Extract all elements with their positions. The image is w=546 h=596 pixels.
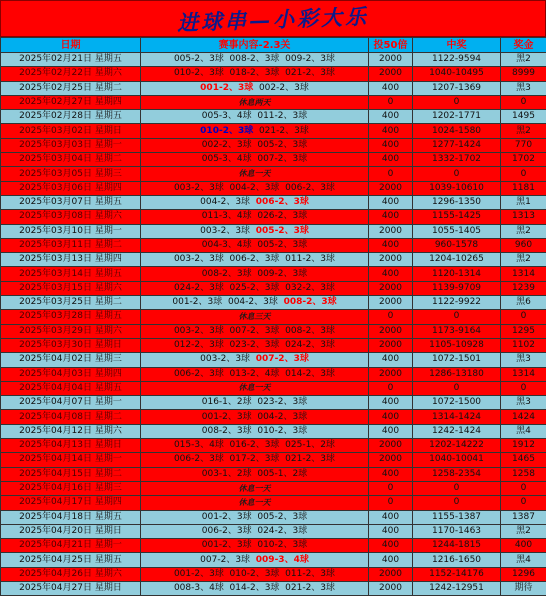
row-rest-note: 休息一天 — [239, 497, 271, 507]
row-match-segment: 016-1、2球 023-2、3球 — [202, 397, 307, 407]
banner-title — [0, 0, 546, 37]
row-date: 2025年03月28日 星期五 — [1, 310, 141, 324]
table-row — [1, 496, 546, 510]
row-date: 2025年03月14日 星期五 — [1, 267, 141, 281]
row-bet: 400 — [369, 81, 413, 95]
row-bonus: 1102 — [501, 338, 546, 352]
row-match-segment: 010-2、3球 018-2、3球 021-2、3球 — [174, 68, 335, 78]
row-bet: 2000 — [369, 324, 413, 338]
row-bonus: 1181 — [501, 181, 546, 195]
row-bonus: 黑2 — [501, 524, 546, 538]
row-bonus: 1314 — [501, 267, 546, 281]
row-bet: 400 — [369, 424, 413, 438]
row-match-segment: 008-2、3球 009-2、3球 — [202, 269, 307, 279]
row-prize: 1024-1580 — [413, 124, 501, 138]
row-match-segment: 008-2、3球 — [284, 297, 337, 307]
row-bet: 0 — [369, 381, 413, 395]
row-bet: 400 — [369, 138, 413, 152]
table-row — [1, 267, 546, 281]
row-prize: 1216-1650 — [413, 553, 501, 567]
row-prize: 1207-1369 — [413, 81, 501, 95]
row-prize: 1296-1350 — [413, 195, 501, 209]
table-row — [1, 53, 546, 67]
row-match — [141, 81, 369, 95]
row-match — [141, 281, 369, 295]
row-prize: 960-1578 — [413, 238, 501, 252]
row-match-segment: 010-2、3球 — [200, 126, 253, 136]
row-bet: 400 — [369, 210, 413, 224]
table-row — [1, 481, 546, 495]
table-row — [1, 181, 546, 195]
row-rest-note: 休息一天 — [239, 168, 271, 178]
row-date: 2025年04月07日 星期一 — [1, 396, 141, 410]
table-row — [1, 253, 546, 267]
row-date: 2025年03月07日 星期五 — [1, 195, 141, 209]
row-match — [141, 324, 369, 338]
row-date: 2025年02月27日 星期四 — [1, 95, 141, 109]
row-prize: 1258-2354 — [413, 467, 501, 481]
row-prize: 0 — [413, 167, 501, 181]
row-match — [141, 396, 369, 410]
table-row — [1, 310, 546, 324]
row-bet: 0 — [369, 481, 413, 495]
row-bet: 400 — [369, 353, 413, 367]
table-row — [1, 296, 546, 310]
row-bonus: 8999 — [501, 67, 546, 81]
row-date: 2025年02月28日 星期五 — [1, 110, 141, 124]
row-match-segment: 006-2、3球 — [256, 197, 309, 207]
row-date: 2025年03月05日 星期三 — [1, 167, 141, 181]
row-rest-note: 休息一天 — [239, 483, 271, 493]
row-bonus: 黑1 — [501, 195, 546, 209]
row-bet: 400 — [369, 553, 413, 567]
results-table — [0, 37, 546, 596]
row-bet: 2000 — [369, 338, 413, 352]
row-prize: 1155-1425 — [413, 210, 501, 224]
row-prize: 1244-1815 — [413, 539, 501, 553]
row-match — [141, 567, 369, 581]
row-date: 2025年03月11日 星期二 — [1, 238, 141, 252]
row-match — [141, 539, 369, 553]
table-row — [1, 567, 546, 581]
row-bonus: 0 — [501, 95, 546, 109]
row-bonus: 黑3 — [501, 353, 546, 367]
row-bonus: 0 — [501, 381, 546, 395]
row-bonus: 黑2 — [501, 253, 546, 267]
row-match-segment: 006-2、3球 013-2、4球 014-2、3球 — [174, 369, 335, 379]
row-date: 2025年04月04日 星期五 — [1, 381, 141, 395]
row-rest-note: 休息三天 — [239, 311, 271, 321]
table-row — [1, 324, 546, 338]
row-match-segment: 006-2、3球 024-2、3球 — [202, 526, 307, 536]
row-match — [141, 238, 369, 252]
row-bonus: 黑6 — [501, 296, 546, 310]
row-prize: 1286-13180 — [413, 367, 501, 381]
row-bonus: 期待 — [501, 581, 546, 595]
row-date: 2025年03月10日 星期一 — [1, 224, 141, 238]
row-date: 2025年02月22日 星期六 — [1, 67, 141, 81]
row-bonus: 黑2 — [501, 124, 546, 138]
row-prize: 1055-1405 — [413, 224, 501, 238]
table-row — [1, 281, 546, 295]
row-match-segment: 012-2、3球 023-2、3球 024-2、3球 — [174, 340, 335, 350]
row-match — [141, 296, 369, 310]
row-bet: 400 — [369, 110, 413, 124]
row-bet: 2000 — [369, 567, 413, 581]
row-prize: 1204-10265 — [413, 253, 501, 267]
table-row — [1, 110, 546, 124]
row-bonus: 400 — [501, 539, 546, 553]
table-row — [1, 539, 546, 553]
table-row — [1, 167, 546, 181]
row-prize: 1202-1771 — [413, 110, 501, 124]
row-prize: 1277-1424 — [413, 138, 501, 152]
row-date: 2025年04月20日 星期日 — [1, 524, 141, 538]
row-prize: 1072-1500 — [413, 396, 501, 410]
table-row — [1, 467, 546, 481]
row-match — [141, 153, 369, 167]
row-match-segment: 001-2、3球 004-2、3球 — [172, 297, 283, 307]
table-row — [1, 195, 546, 209]
row-match-segment: 009-3、4球 — [256, 555, 309, 565]
row-match — [141, 210, 369, 224]
row-bonus: 0 — [501, 310, 546, 324]
table-body — [1, 53, 546, 596]
row-date: 2025年03月03日 星期一 — [1, 138, 141, 152]
table-row — [1, 581, 546, 595]
row-bet: 2000 — [369, 224, 413, 238]
row-match — [141, 338, 369, 352]
row-bonus: 1424 — [501, 410, 546, 424]
table-row — [1, 124, 546, 138]
row-bonus: 1314 — [501, 367, 546, 381]
row-date: 2025年03月25日 星期二 — [1, 296, 141, 310]
row-prize: 1122-9594 — [413, 53, 501, 67]
row-bonus: 1296 — [501, 567, 546, 581]
row-bonus: 黑4 — [501, 553, 546, 567]
row-bet: 2000 — [369, 367, 413, 381]
table-row — [1, 224, 546, 238]
row-date: 2025年03月29日 星期六 — [1, 324, 141, 338]
table-row — [1, 410, 546, 424]
row-bet: 0 — [369, 310, 413, 324]
row-date: 2025年03月06日 星期四 — [1, 181, 141, 195]
row-bet: 2000 — [369, 253, 413, 267]
row-bet: 0 — [369, 95, 413, 109]
row-bet: 2000 — [369, 439, 413, 453]
row-match — [141, 467, 369, 481]
table-row — [1, 439, 546, 453]
row-match-segment: 007-2、3球 — [256, 354, 309, 364]
row-date: 2025年04月27日 星期日 — [1, 581, 141, 595]
row-bet: 400 — [369, 396, 413, 410]
row-bonus: 黑3 — [501, 396, 546, 410]
row-prize: 1332-1702 — [413, 153, 501, 167]
row-date: 2025年04月26日 星期六 — [1, 567, 141, 581]
row-prize: 1105-10928 — [413, 338, 501, 352]
row-prize: 1314-1424 — [413, 410, 501, 424]
row-date: 2025年03月15日 星期六 — [1, 281, 141, 295]
row-match-segment: 008-3、4球 014-2、3球 021-2、3球 — [174, 583, 335, 593]
row-match — [141, 124, 369, 138]
row-match-segment: 008-2、3球 010-2、3球 — [202, 426, 307, 436]
table-row — [1, 338, 546, 352]
row-match — [141, 510, 369, 524]
table-row — [1, 238, 546, 252]
header-match: 赛事内容-2.3关 — [141, 38, 369, 53]
row-bet: 400 — [369, 238, 413, 252]
row-bonus: 黑4 — [501, 424, 546, 438]
row-bonus: 黑3 — [501, 81, 546, 95]
row-bet: 2000 — [369, 281, 413, 295]
row-prize: 0 — [413, 310, 501, 324]
banner-title-text: 进球串—小彩大乐 — [177, 0, 370, 37]
row-bet: 2000 — [369, 67, 413, 81]
row-bonus: 1313 — [501, 210, 546, 224]
row-match — [141, 267, 369, 281]
row-bet: 2000 — [369, 181, 413, 195]
row-match-segment: 002-2、3球 005-2、3球 — [202, 140, 307, 150]
row-bet: 2000 — [369, 296, 413, 310]
row-bonus: 1295 — [501, 324, 546, 338]
row-match-segment: 006-2、3球 017-2、3球 021-2、3球 — [174, 454, 335, 464]
row-bonus: 1912 — [501, 439, 546, 453]
row-bet: 2000 — [369, 581, 413, 595]
row-match — [141, 553, 369, 567]
row-match — [141, 481, 369, 495]
row-prize: 1155-1387 — [413, 510, 501, 524]
table-row — [1, 396, 546, 410]
row-match — [141, 367, 369, 381]
row-match-segment: 001-2、3球 004-2、3球 — [202, 412, 307, 422]
row-date: 2025年02月25日 星期二 — [1, 81, 141, 95]
row-match-segment: 001-2、3球 010-2、3球 011-2、3球 — [174, 569, 335, 579]
row-match — [141, 381, 369, 395]
row-prize: 1152-14176 — [413, 567, 501, 581]
row-bet: 0 — [369, 167, 413, 181]
row-match — [141, 310, 369, 324]
row-match — [141, 67, 369, 81]
row-bonus: 1495 — [501, 110, 546, 124]
row-rest-note: 休息一天 — [239, 382, 271, 392]
row-match — [141, 181, 369, 195]
row-prize: 1039-10610 — [413, 181, 501, 195]
row-rest-note: 休息两天 — [239, 97, 271, 107]
row-bet: 400 — [369, 267, 413, 281]
row-match-segment: 005-2、3球 — [256, 226, 309, 236]
row-prize: 1072-1501 — [413, 353, 501, 367]
row-prize: 1242-1424 — [413, 424, 501, 438]
row-bonus: 1258 — [501, 467, 546, 481]
row-prize: 1040-10495 — [413, 67, 501, 81]
table-row — [1, 553, 546, 567]
row-date: 2025年04月18日 星期五 — [1, 510, 141, 524]
row-bonus: 0 — [501, 481, 546, 495]
row-match — [141, 110, 369, 124]
table-row — [1, 367, 546, 381]
row-bet: 400 — [369, 539, 413, 553]
row-date: 2025年04月15日 星期二 — [1, 467, 141, 481]
row-date: 2025年04月14日 星期一 — [1, 453, 141, 467]
row-match-segment: 003-1、2球 005-1、2球 — [202, 469, 307, 479]
row-match — [141, 439, 369, 453]
row-match — [141, 524, 369, 538]
row-bonus: 1239 — [501, 281, 546, 295]
header-prize: 中奖 — [413, 38, 501, 53]
row-match-segment: 001-2、3球 010-2、3球 — [202, 540, 307, 550]
row-date: 2025年04月02日 星期三 — [1, 353, 141, 367]
row-bet: 2000 — [369, 453, 413, 467]
row-bonus: 0 — [501, 496, 546, 510]
row-prize: 1242-12951 — [413, 581, 501, 595]
row-bet: 400 — [369, 510, 413, 524]
row-bet: 2000 — [369, 53, 413, 67]
table-row — [1, 81, 546, 95]
row-match-segment: 004-2、3球 — [200, 197, 256, 207]
row-date: 2025年04月16日 星期三 — [1, 481, 141, 495]
row-bet: 400 — [369, 124, 413, 138]
row-match-segment: 024-2、3球 025-2、3球 032-2、3球 — [174, 283, 335, 293]
row-prize: 1120-1314 — [413, 267, 501, 281]
row-prize: 1122-9922 — [413, 296, 501, 310]
row-prize: 1040-10041 — [413, 453, 501, 467]
row-bonus: 1387 — [501, 510, 546, 524]
row-bonus: 1465 — [501, 453, 546, 467]
row-date: 2025年04月03日 星期四 — [1, 367, 141, 381]
row-match-segment: 003-2、3球 007-2、3球 008-2、3球 — [174, 326, 335, 336]
row-match-segment: 004-3、4球 005-2、3球 — [202, 240, 307, 250]
row-match-segment: 002-2、3球 — [253, 83, 309, 93]
table-row — [1, 67, 546, 81]
header-row — [1, 38, 546, 53]
row-match-segment: 005-3、4球 007-2、3球 — [202, 154, 307, 164]
table-row — [1, 424, 546, 438]
table-row — [1, 453, 546, 467]
row-match — [141, 167, 369, 181]
row-prize: 1139-9709 — [413, 281, 501, 295]
row-match — [141, 253, 369, 267]
header-bet: 投50倍 — [369, 38, 413, 53]
row-prize: 0 — [413, 381, 501, 395]
row-match — [141, 453, 369, 467]
row-date: 2025年03月30日 星期日 — [1, 338, 141, 352]
row-date: 2025年04月08日 星期二 — [1, 410, 141, 424]
row-bonus: 黑2 — [501, 53, 546, 67]
row-match — [141, 224, 369, 238]
row-bet: 400 — [369, 467, 413, 481]
row-date: 2025年04月21日 星期一 — [1, 539, 141, 553]
row-match-segment: 003-2、3球 — [200, 354, 256, 364]
row-match-segment: 003-2、3球 — [200, 226, 256, 236]
table-row — [1, 138, 546, 152]
row-bet: 400 — [369, 195, 413, 209]
row-bet: 400 — [369, 410, 413, 424]
row-match — [141, 138, 369, 152]
row-bonus: 黑2 — [501, 224, 546, 238]
row-prize: 1202-14222 — [413, 439, 501, 453]
row-match-segment: 011-3、4球 026-2、3球 — [202, 211, 307, 221]
row-match — [141, 353, 369, 367]
row-prize: 0 — [413, 496, 501, 510]
row-prize: 0 — [413, 95, 501, 109]
row-match-segment: 001-2、3球 — [200, 83, 253, 93]
row-date: 2025年03月04日 星期二 — [1, 153, 141, 167]
row-match-segment: 005-2、3球 008-2、3球 009-2、3球 — [174, 54, 335, 64]
row-match-segment: 021-2、3球 — [253, 126, 309, 136]
row-bonus: 1702 — [501, 153, 546, 167]
row-match-segment: 007-2、3球 — [200, 555, 256, 565]
row-date: 2025年04月12日 星期六 — [1, 424, 141, 438]
row-prize: 1170-1463 — [413, 524, 501, 538]
row-match — [141, 195, 369, 209]
row-prize: 1173-9164 — [413, 324, 501, 338]
row-bet: 400 — [369, 524, 413, 538]
row-match-segment: 001-2、3球 005-2、3球 — [202, 512, 307, 522]
row-date: 2025年03月13日 星期四 — [1, 253, 141, 267]
row-date: 2025年02月21日 星期五 — [1, 53, 141, 67]
row-match — [141, 410, 369, 424]
row-bonus: 0 — [501, 167, 546, 181]
row-date: 2025年03月02日 星期日 — [1, 124, 141, 138]
row-match-segment: 003-2、3球 004-2、3球 006-2、3球 — [174, 183, 335, 193]
row-bet: 400 — [369, 153, 413, 167]
row-date: 2025年04月17日 星期四 — [1, 496, 141, 510]
row-date: 2025年04月13日 星期日 — [1, 439, 141, 453]
table-row — [1, 153, 546, 167]
table-row — [1, 381, 546, 395]
row-match — [141, 496, 369, 510]
table-row — [1, 95, 546, 109]
row-match — [141, 424, 369, 438]
row-match-segment: 005-3、4球 011-2、3球 — [202, 111, 307, 121]
row-prize: 0 — [413, 481, 501, 495]
row-date: 2025年04月25日 星期五 — [1, 553, 141, 567]
row-bet: 0 — [369, 496, 413, 510]
table-row — [1, 524, 546, 538]
header-bonus: 奖金 — [501, 38, 546, 53]
row-bonus: 770 — [501, 138, 546, 152]
row-match-segment: 003-2、3球 006-2、3球 011-2、3球 — [174, 254, 335, 264]
table-row — [1, 210, 546, 224]
row-match — [141, 581, 369, 595]
row-match — [141, 95, 369, 109]
row-date: 2025年03月08日 星期六 — [1, 210, 141, 224]
row-match-segment: 015-3、4球 016-2、3球 025-1、2球 — [174, 440, 335, 450]
table-row — [1, 510, 546, 524]
header-date: 日期 — [1, 38, 141, 53]
row-bonus: 960 — [501, 238, 546, 252]
row-match — [141, 53, 369, 67]
table-row — [1, 353, 546, 367]
